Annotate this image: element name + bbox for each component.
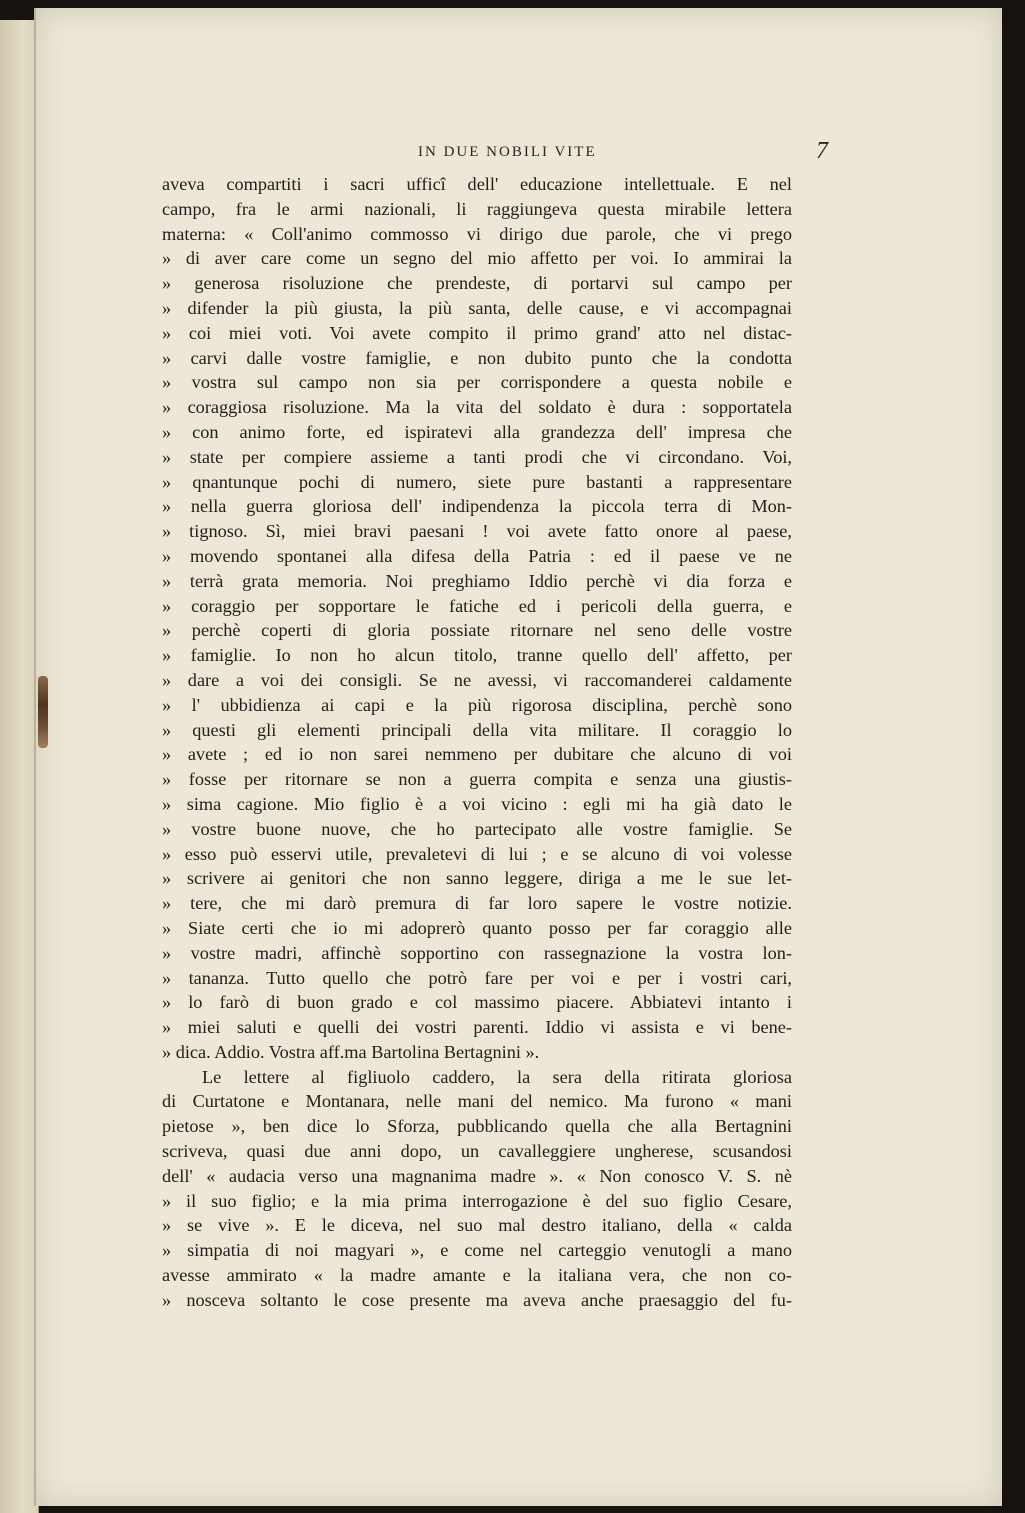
text-line: » famiglie. Io non ho alcun titolo, tranne quello dell' affetto, per	[162, 645, 792, 666]
running-title: IN DUE NOBILI VITE	[418, 144, 597, 160]
text-line: scriveva, quasi due anni dopo, un cavalleggiere ungherese, scusandosi	[162, 1141, 792, 1162]
text-line: » avete ; ed io non sarei nemmeno per dubitare che alcuno di voi	[162, 744, 792, 765]
text-line: » coi miei voti. Voi avete compito il primo grand' atto nel distac-	[162, 322, 792, 343]
text-line: » vostre madri, affinchè sopportino con rassegnazione la vostra lon-	[162, 942, 792, 963]
page-header	[380, 138, 828, 168]
text-line: » nosceva soltanto le cose presente ma aveva anche praesaggio del fu-	[162, 1289, 792, 1310]
text-line: » carvi dalle vostre famiglie, e non dubito punto che la condotta	[162, 347, 792, 368]
text-line: di Curtatone e Montanara, nelle mani del nemico. Ma furono « mani	[162, 1091, 792, 1112]
text-line: dell' « audacia verso una magnanima madre ». « Non conosco V. S. nè	[162, 1165, 792, 1186]
text-line: » coraggiosa risoluzione. Ma la vita del soldato è dura : sopportatela	[162, 397, 792, 418]
text-line: » sima cagione. Mio figlio è a voi vicino : egli mi ha già dato le	[162, 793, 792, 814]
text-line: » state per compiere assieme a tanti prodi che vi circondano. Voi,	[162, 446, 792, 467]
text-line: » perchè coperti di gloria possiate ritornare nel seno delle vostre	[162, 620, 792, 641]
text-line: » vostra sul campo non sia per corrispondere a questa nobile e	[162, 372, 792, 393]
text-line: » tananza. Tutto quello che potrò fare per voi e per i vostri cari,	[162, 967, 792, 988]
text-line: » fosse per ritornare se non a guerra compita e senza una giustis-	[162, 769, 792, 790]
text-line: » dare a voi dei consigli. Se ne avessi, vi raccomanderei caldamente	[162, 669, 792, 690]
text-line: » tignoso. Sì, miei bravi paesani ! voi avete fatto onore al paese,	[162, 521, 792, 542]
text-line: » Siate certi che io mi adoprerò quanto posso per far coraggio alle	[162, 917, 792, 938]
page-number: 7	[816, 138, 828, 164]
text-line: » movendo spontanei alla difesa della Patria : ed il paese ve ne	[162, 545, 792, 566]
text-line: » scrivere ai genitori che non sanno leggere, diriga a me le sue let-	[162, 868, 792, 889]
text-line: » vostre buone nuove, che ho partecipato alle vostre famiglie. Se	[162, 818, 792, 839]
text-line: materna: « Coll'animo commosso vi dirigo due parole, che vi prego	[162, 223, 792, 244]
text-line: campo, fra le armi nazionali, li raggiungeva questa mirabile lettera	[162, 198, 792, 219]
text-line: » dica. Addio. Vostra aff.ma Bartolina Bertagnini ».	[162, 1041, 540, 1062]
binding-thread	[38, 676, 48, 748]
text-line: » qnantunque pochi di numero, siete pure bastanti a rappresentare	[162, 471, 792, 492]
text-line: avesse ammirato « la madre amante e la italiana vera, che non co-	[162, 1265, 792, 1286]
text-line: » con animo forte, ed ispiratevi alla grandezza dell' impresa che	[162, 421, 792, 442]
text-line: » miei saluti e quelli dei vostri parenti. Iddio vi assista e vi bene-	[162, 1017, 792, 1038]
text-line: » lo farò di buon grado e col massimo piacere. Abbiatevi intanto i	[162, 992, 792, 1013]
text-line: » l' ubbidienza ai capi e la più rigorosa disciplina, perchè sono	[162, 694, 792, 715]
text-line: pietose », ben dice lo Sforza, pubblicando quella che alla Bertagnini	[162, 1116, 792, 1137]
text-line: » esso può esservi utile, prevaletevi di lui ; e se alcuno di voi volesse	[162, 843, 792, 864]
paragraph-first-line: Le lettere al figliuolo caddero, la sera della ritirata gloriosa	[202, 1066, 792, 1087]
text-line: aveva compartiti i sacri ufficî dell' educazione intellettuale. E nel	[162, 174, 792, 194]
text-line: » il suo figlio; e la mia prima interrogazione è del suo figlio Cesare,	[162, 1190, 792, 1211]
text-line: » simpatia di noi magyari », e come nel carteggio venutogli a mano	[162, 1240, 792, 1261]
text-line: » difender la più giusta, la più santa, delle cause, e vi accompagnai	[162, 297, 792, 318]
text-line: » coraggio per sopportare le fatiche ed i pericoli della guerra, e	[162, 595, 792, 616]
text-line: » terrà grata memoria. Noi preghiamo Iddio perchè vi dia forza e	[162, 570, 792, 591]
text-line: » generosa risoluzione che prendeste, di portarvi sul campo per	[162, 273, 792, 294]
text-line: » nella guerra gloriosa dell' indipendenza la piccola terra di Mon-	[162, 496, 792, 517]
text-line: » se vive ». E le diceva, nel suo mal destro italiano, della « calda	[162, 1215, 792, 1236]
text-line: » questi gli elementi principali della vita militare. Il coraggio lo	[162, 719, 792, 740]
text-line: » tere, che mi darò premura di far loro sapere le vostre notizie.	[162, 893, 792, 914]
body-text	[162, 172, 792, 1313]
text-line: » di aver care come un segno del mio affetto per voi. Io ammirai la	[162, 248, 792, 269]
